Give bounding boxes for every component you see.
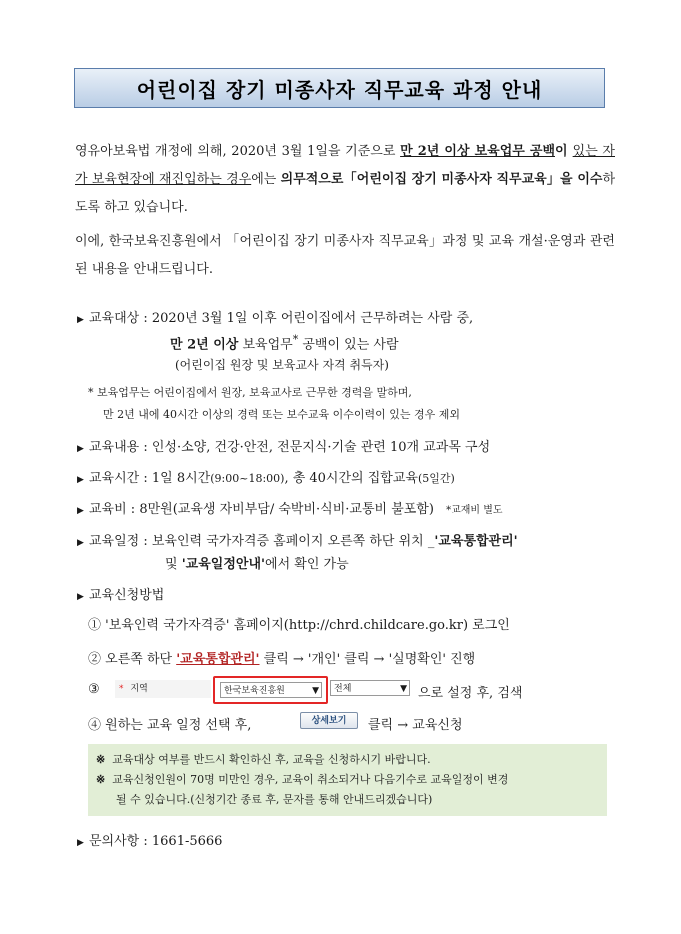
document-title-box <box>74 68 605 108</box>
district-select[interactable] <box>330 680 410 696</box>
target-text: 보육업무 <box>238 337 293 353</box>
time-text: 교육시간 : 1일 8시간 <box>89 471 211 486</box>
region-select-value: 한국보육진흥원 <box>224 686 285 696</box>
contact-text: 문의사항 : 1661-5666 <box>89 834 223 849</box>
intro-text: 이 <box>555 144 573 159</box>
triangle-bullet-icon: ▶ <box>77 838 84 848</box>
time-hours: (9:00~18:00) <box>210 472 285 485</box>
target-line-1 <box>77 307 473 326</box>
detail-view-button[interactable]: 상세보기 <box>300 712 358 729</box>
apply-step-1: ① '보육인력 국가자격증' 홈페이지(http://chrd.childcare.go.kr) 로그인 <box>88 618 510 633</box>
reference-mark-icon: ※ <box>96 773 106 786</box>
step2-text: 클릭 → '개인' 클릭 → '실명확인' 진행 <box>259 652 476 667</box>
required-star: * <box>119 684 124 694</box>
apply-step-4-b: 클릭 → 교육신청 <box>368 718 463 733</box>
region-field-label <box>115 680 211 698</box>
schedule-line-2 <box>165 553 349 572</box>
notice-line-1 <box>96 750 599 770</box>
triangle-bullet-icon: ▶ <box>77 475 84 485</box>
target-text: 공백이 있는 사람 <box>298 337 399 353</box>
time-text: , 총 40시간의 집합교육 <box>284 471 418 486</box>
triangle-bullet-icon: ▶ <box>77 506 84 516</box>
triangle-bullet-icon: ▶ <box>77 592 84 602</box>
region-label: 지역 <box>130 684 148 694</box>
triangle-bullet-icon: ▶ <box>77 315 84 325</box>
fee-note: *교재비 별도 <box>446 505 503 516</box>
contact-line <box>77 830 222 849</box>
step2-text: ② 오른쪽 하단 <box>88 652 177 667</box>
triangle-bullet-icon: ▶ <box>77 444 84 454</box>
footnote-line-2: 만 2년 내에 40시간 이상의 경력 또는 보수교육 이수이력이 있는 경우 제외 <box>103 408 460 421</box>
notice-text: 교육신청인원이 70명 미만인 경우, 교육이 취소되거나 다음기수로 교육일정이 변경 <box>112 773 509 786</box>
schedule-link-calendar: '교육일정안내' <box>181 557 266 572</box>
intro-text: 에는 <box>251 172 281 187</box>
apply-step-3-text: 으로 설정 후, 검색 <box>418 686 523 701</box>
schedule-link-integrated: '교육통합관리' <box>434 534 518 549</box>
time-days: (5일간) <box>417 472 455 485</box>
schedule-text: 에서 확인 가능 <box>265 557 349 572</box>
chevron-down-icon: ▼ <box>312 686 319 696</box>
chevron-down-icon: ▼ <box>400 684 407 694</box>
intro-underline-reentry: 있는 자가 보육현장에 재진입하는 경우 <box>75 144 615 187</box>
schedule-text: 및 <box>165 557 182 572</box>
target-line-3: (어린이집 원장 및 보육교사 자격 취득자) <box>175 358 389 372</box>
target-label: 교육대상 : <box>89 311 152 326</box>
content-line <box>77 436 490 455</box>
reference-mark-icon: ※ <box>96 753 106 766</box>
fee-line <box>77 498 503 517</box>
footnote-line-1: * 보육업무는 어린이집에서 원장, 보육교사로 근무한 경력을 말하며, <box>88 386 412 399</box>
intro-paragraph-1 <box>75 138 615 222</box>
apply-step-2 <box>88 648 475 667</box>
apply-step-3-number: ③ <box>88 682 100 697</box>
notice-text: 교육대상 여부를 반드시 확인하신 후, 교육을 신청하시기 바랍니다. <box>112 753 431 766</box>
document-title: 어린이집 장기 미종사자 직무교육 과정 안내 <box>136 77 543 102</box>
schedule-line-1 <box>77 530 518 549</box>
notice-box <box>88 744 607 816</box>
apply-step-4-a: ④ 원하는 교육 일정 선택 후, <box>88 718 252 733</box>
region-select[interactable] <box>220 682 322 698</box>
target-text: 2020년 3월 1일 이후 어린이집에서 근무하려는 사람 중, <box>151 311 474 326</box>
apply-heading <box>77 584 164 603</box>
footnote-mark: * <box>292 333 299 346</box>
fee-text: 교육비 : 8만원(교육생 자비부담/ 숙박비·식비·교통비 불포함) <box>89 502 434 517</box>
intro-text: 하도록 하고 있습니다. <box>75 172 615 215</box>
time-line <box>77 467 455 486</box>
intro-emphasis-gap: 만 2년 이상 보육업무 공백 <box>400 144 555 159</box>
step2-link: '교육통합관리' <box>176 652 260 667</box>
apply-label: 교육신청방법 <box>89 588 165 603</box>
content-text: 교육내용 : 인성·소양, 건강·안전, 전문지식·기술 관련 10개 교과목 구성 <box>89 440 491 455</box>
intro-emphasis-mandatory: 의무적으로「어린이집 장기 미종사자 직무교육」을 이수 <box>280 172 603 187</box>
region-select-highlight <box>213 676 328 704</box>
intro-paragraph-2: 이에, 한국보육진흥원에서 「어린이집 장기 미종사자 직무교육」과정 및 교육 개설·운영과 관련된 내용을 안내드립니다. <box>75 234 615 277</box>
district-select-value: 전체 <box>334 684 352 694</box>
schedule-text: 교육일정 : 보육인력 국가자격증 홈페이지 오른쪽 하단 위치 _ <box>89 534 435 549</box>
notice-line-3: 될 수 있습니다.(신청기간 종료 후, 문자를 통해 안내드리겠습니다) <box>116 793 433 806</box>
intro-text: 영유아보육법 개정에 의해, 2020년 3월 1일을 기준으로 <box>75 144 401 159</box>
notice-line-2 <box>96 770 599 790</box>
triangle-bullet-icon: ▶ <box>77 538 84 548</box>
target-line-2 <box>170 333 399 352</box>
target-emphasis: 만 2년 이상 <box>170 337 239 353</box>
